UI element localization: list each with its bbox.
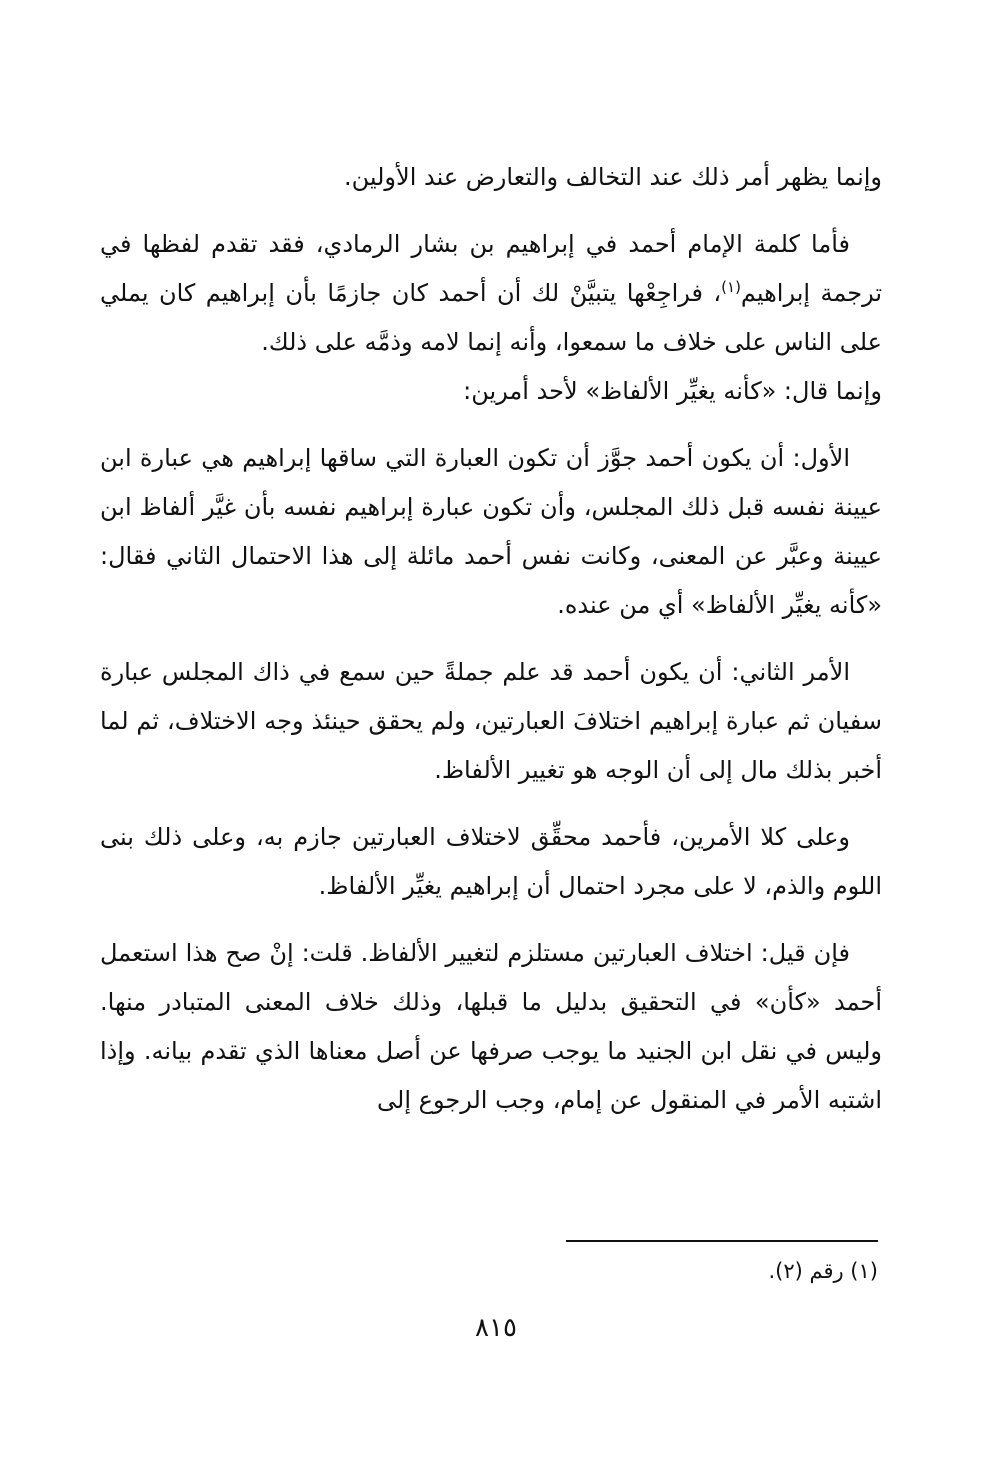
paragraph-7: فإن قيل: اختلاف العبارتين مستلزم لتغيير الألفاظ. قلت: إنْ صح هذا استعمل أحمد «كأن» في التحقيق بدليل ما قبلها، وذلك خلاف المعنى المتبادر منها. وليس في نقل ابن الجنيد ما يوجب صرفها عن أصل معناها الذي تقدم بيانه. وإذا اشتبه الأمر في المنقول عن إمام، وجب الرجوع إلى [100, 939, 882, 1114]
paragraph-6: وعلى كلا الأمرين، فأحمد محقِّق لاختلاف العبارتين جازم به، وعلى ذلك بنى اللوم والذم، لا على مجرد احتمال أن إبراهيم يغيِّر الألفاظ. [100, 823, 882, 900]
paragraph-4: الأول: أن يكون أحمد جوَّز أن تكون العبارة التي ساقها إبراهيم هي عبارة ابن عيينة نفسه قبل ذلك المجلس، وأن تكون عبارة إبراهيم نفسه بأن غيَّر ألفاظ ابن عيينة وعبَّر عن المعنى، وكانت نفس أحمد مائلة إلى هذا الاحتمال الثاني فقال: «كأنه يغيِّر الألفاظ» أي من عنده. [100, 444, 882, 619]
footnote: (١) رقم (٢). [768, 1259, 878, 1283]
page-number: ٨١٥ [475, 1313, 517, 1343]
footnote-marker: (١) [721, 278, 741, 296]
paragraph-2 [100, 220, 882, 367]
paragraph-2-start: فأما كلمة الإمام أحمد في إبراهيم بن بشار الرمادي، فقد تقدم لفظها في ترجمة إبراهيم [100, 230, 882, 307]
paragraph-2-end: ، فراجِعْها يتبيَّنْ لك أن أحمد كان جازمًا بأن إبراهيم كان يملي على الناس على خلاف ما سمعوا، وأنه إنما لامه وذمَّه على ذلك. [100, 279, 882, 356]
paragraph-5: الأمر الثاني: أن يكون أحمد قد علم جملةً حين سمع في ذاك المجلس عبارة سفيان ثم عبارة إبراهيم اختلافَ العبارتين، ولم يحقق حينئذ وجه الاختلاف، ثم لما أخبر بذلك مال إلى أن الوجه هو تغيير الألفاظ. [100, 658, 882, 784]
paragraph-1: وإنما يظهر أمر ذلك عند التخالف والتعارض عند الأولين. [343, 163, 882, 191]
paragraph-3: وإنما قال: «كأنه يغيِّر الألفاظ» لأحد أمرين: [463, 377, 882, 405]
main-text [100, 153, 882, 1125]
footnote-divider [566, 1240, 878, 1242]
